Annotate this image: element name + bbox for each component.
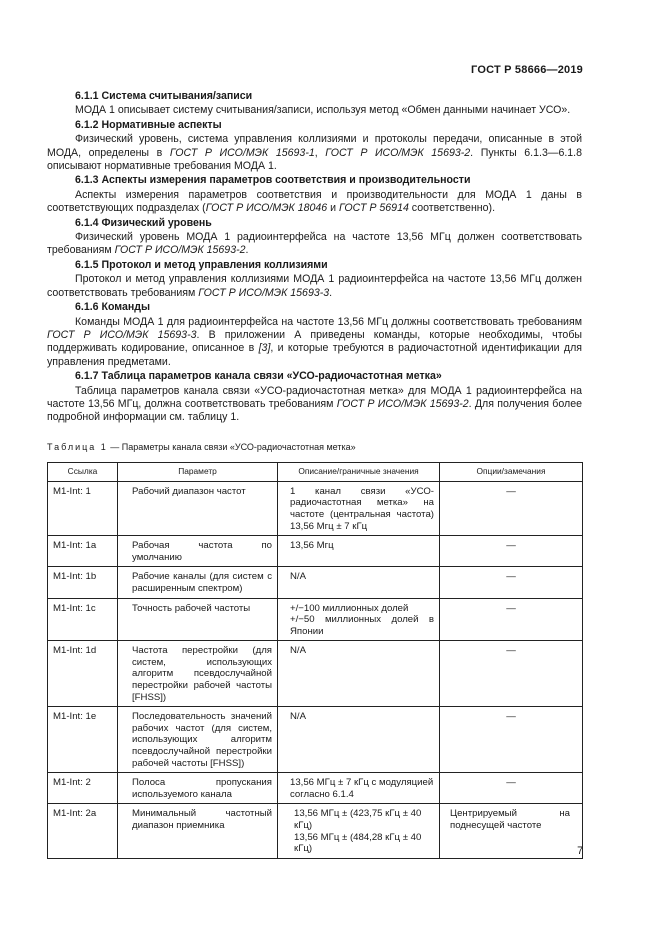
param-cell: Точность рабочей частоты bbox=[118, 598, 278, 641]
table-row bbox=[48, 641, 583, 707]
param-cell: Рабочий диапазон частот bbox=[118, 481, 278, 535]
section-body: Физический уровень, система управления коллизиями и протоколы передачи, описанные в этой МОДА, определены в ГОСТ Р ИСО/МЭК 15693-1, ГОСТ Р ИСО/МЭК 15693-2. Пункты 6.1.3—6.1.8 описывают нормативные требования МОДА 1. bbox=[47, 133, 583, 173]
standard-reference: ГОСТ Р ИСО/МЭК 15693-1 bbox=[169, 146, 315, 159]
ref-cell: M1-Int: 1e bbox=[48, 707, 118, 773]
param-cell: Рабочие каналы (для систем с расширенным спектром) bbox=[118, 567, 278, 598]
desc-cell bbox=[278, 804, 440, 858]
section-title: 6.1.1 Система считывания/записи bbox=[75, 90, 253, 102]
param-cell: Рабочая частота по умолчанию bbox=[118, 536, 278, 567]
section-title: 6.1.5 Протокол и метод управления коллизиями bbox=[75, 258, 328, 271]
page-content bbox=[47, 90, 582, 859]
opt-cell: — bbox=[440, 707, 583, 773]
table-row bbox=[48, 536, 583, 567]
table-row bbox=[48, 804, 583, 858]
ref-cell: M1-Int: 1b bbox=[48, 567, 118, 598]
desc-cell: N/A bbox=[278, 567, 440, 598]
desc-cell bbox=[278, 598, 440, 641]
section-body: Протокол и метод управления коллизиями МОДА 1 радиоинтерфейса на частоте 13,56 МГц должен соответствовать требованиям ГОСТ Р ИСО/МЭК 15693-3. bbox=[47, 273, 582, 299]
section-body: Физический уровень МОДА 1 радиоинтерфейса на частоте 13,56 МГц должен соответствовать требованиям ГОСТ Р ИСО/МЭК 15693-2. bbox=[47, 231, 582, 257]
section-title: 6.1.7 Таблица параметров канала связи «УСО-радиочастотная метка» bbox=[75, 370, 442, 383]
section-body: Команды МОДА 1 для радиоинтерфейса на частоте 13,56 МГц должны соответствовать требованиям ГОСТ Р ИСО/МЭК 15693-3. В приложении А приведены команды, которые необходимы, чтобы поддерживать кодирование, описанное в [3], и которые требуются в радиочастотной идентификации для управления предметами. bbox=[47, 315, 583, 368]
desc-cell: N/A bbox=[278, 641, 440, 707]
standard-reference: ГОСТ Р ИСО/МЭК 15693-2 bbox=[114, 244, 246, 257]
column-header: Опции/замечания bbox=[440, 463, 583, 482]
opt-cell: — bbox=[440, 773, 583, 804]
standard-reference: ГОСТ Р ИСО/МЭК 15693-2 bbox=[325, 146, 471, 159]
table-row bbox=[48, 773, 583, 804]
table-caption: Таблица 1 — Параметры канала связи «УСО-радиочастотная метка» bbox=[47, 441, 356, 452]
desc-line: 13,56 МГц ± (423,75 кГц ± 40 кГц) bbox=[294, 808, 422, 831]
desc-cell: 1 канал связи «УСО-радиочастотная метка» на частоте (центральная частота) 13,56 Мгц ± 7 кГц bbox=[278, 481, 440, 535]
table-header-row bbox=[48, 463, 583, 482]
section-title: 6.1.6 Команды bbox=[75, 301, 151, 314]
opt-cell: Центрируемый на поднесущей частоте bbox=[440, 804, 583, 858]
section-title: 6.1.3 Аспекты измерения параметров соответствия и производительности bbox=[75, 174, 471, 187]
desc-cell: N/A bbox=[278, 707, 440, 773]
section-body: МОДА 1 описывает систему считывания/записи, используя метод «Обмен данными начинает УСО». bbox=[75, 104, 571, 117]
desc-line: +/−50 миллионных долей в Японии bbox=[290, 614, 434, 637]
desc-cell: 13,56 Мгц bbox=[278, 536, 440, 567]
parameters-table bbox=[47, 462, 583, 859]
standard-reference: ГОСТ Р ИСО/МЭК 18046 bbox=[205, 202, 328, 215]
column-header: Параметр bbox=[118, 463, 278, 482]
param-cell: Последовательность значений рабочих частот (для систем, использующих алгоритм псевдослучайной перестройки рабочей частоты [FHSS]) bbox=[118, 707, 278, 773]
desc-line: +/−100 миллионных долей bbox=[290, 602, 409, 614]
page-number: 7 bbox=[577, 845, 583, 857]
opt-cell: — bbox=[440, 536, 583, 567]
ref-cell: M1-Int: 1d bbox=[48, 641, 118, 707]
section-title: 6.1.2 Нормативные аспекты bbox=[75, 118, 222, 131]
ref-cell: M1-Int: 2 bbox=[48, 773, 118, 804]
bibliography-reference: [3] bbox=[258, 342, 271, 355]
param-cell: Полоса пропускания используемого канала bbox=[118, 773, 278, 804]
param-cell: Частота перестройки (для систем, использующих алгоритм псевдослучайной перестройки рабочей частоты [FHSS]) bbox=[118, 641, 278, 707]
param-cell: Минимальный частотный диапазон приемника bbox=[118, 804, 278, 858]
section-body: Таблица параметров канала связи «УСО-радиочастотная метка» для МОДА 1 радиоинтерфейса на частоте 13,56 МГц, должна соответствовать требованиям ГОСТ Р ИСО/МЭК 15693-2. Для получения более подробной информации см. таблицу 1. bbox=[47, 384, 582, 424]
desc-cell: 13,56 МГц ± 7 кГц с модуляцией согласно 6.1.4 bbox=[278, 773, 440, 804]
opt-cell: — bbox=[440, 567, 583, 598]
column-header: Ссылка bbox=[48, 463, 118, 482]
ref-cell: M1-Int: 2a bbox=[48, 804, 118, 858]
ref-cell: M1-Int: 1c bbox=[48, 598, 118, 641]
desc-line: 13,56 МГц ± (484,28 кГц ± 40 кГц) bbox=[294, 831, 422, 855]
section-title: 6.1.4 Физический уровень bbox=[75, 216, 212, 229]
opt-cell: — bbox=[440, 481, 583, 535]
standard-reference: ГОСТ Р ИСО/МЭК 15693-2 bbox=[336, 397, 469, 410]
ref-cell: M1-Int: 1a bbox=[48, 536, 118, 567]
table-row bbox=[48, 707, 583, 773]
opt-cell: — bbox=[440, 641, 583, 707]
table-row bbox=[48, 567, 583, 598]
ref-cell: M1-Int: 1 bbox=[48, 481, 118, 535]
standard-reference: ГОСТ Р ИСО/МЭК 15693-3 bbox=[47, 328, 197, 341]
table-row bbox=[48, 598, 583, 641]
table-row bbox=[48, 481, 583, 535]
section-body: Аспекты измерения параметров соответствия и производительности для МОДА 1 даны в соответствующих подразделах (ГОСТ Р ИСО/МЭК 18046 и ГОСТ Р 56914 соответственно). bbox=[47, 188, 582, 215]
standard-reference: ГОСТ Р ИСО/МЭК 15693-3 bbox=[198, 286, 330, 299]
column-header: Описание/граничные значения bbox=[278, 463, 440, 482]
document-code: ГОСТ Р 58666—2019 bbox=[471, 64, 583, 76]
opt-cell: — bbox=[440, 598, 583, 641]
standard-reference: ГОСТ Р 56914 bbox=[339, 202, 409, 215]
